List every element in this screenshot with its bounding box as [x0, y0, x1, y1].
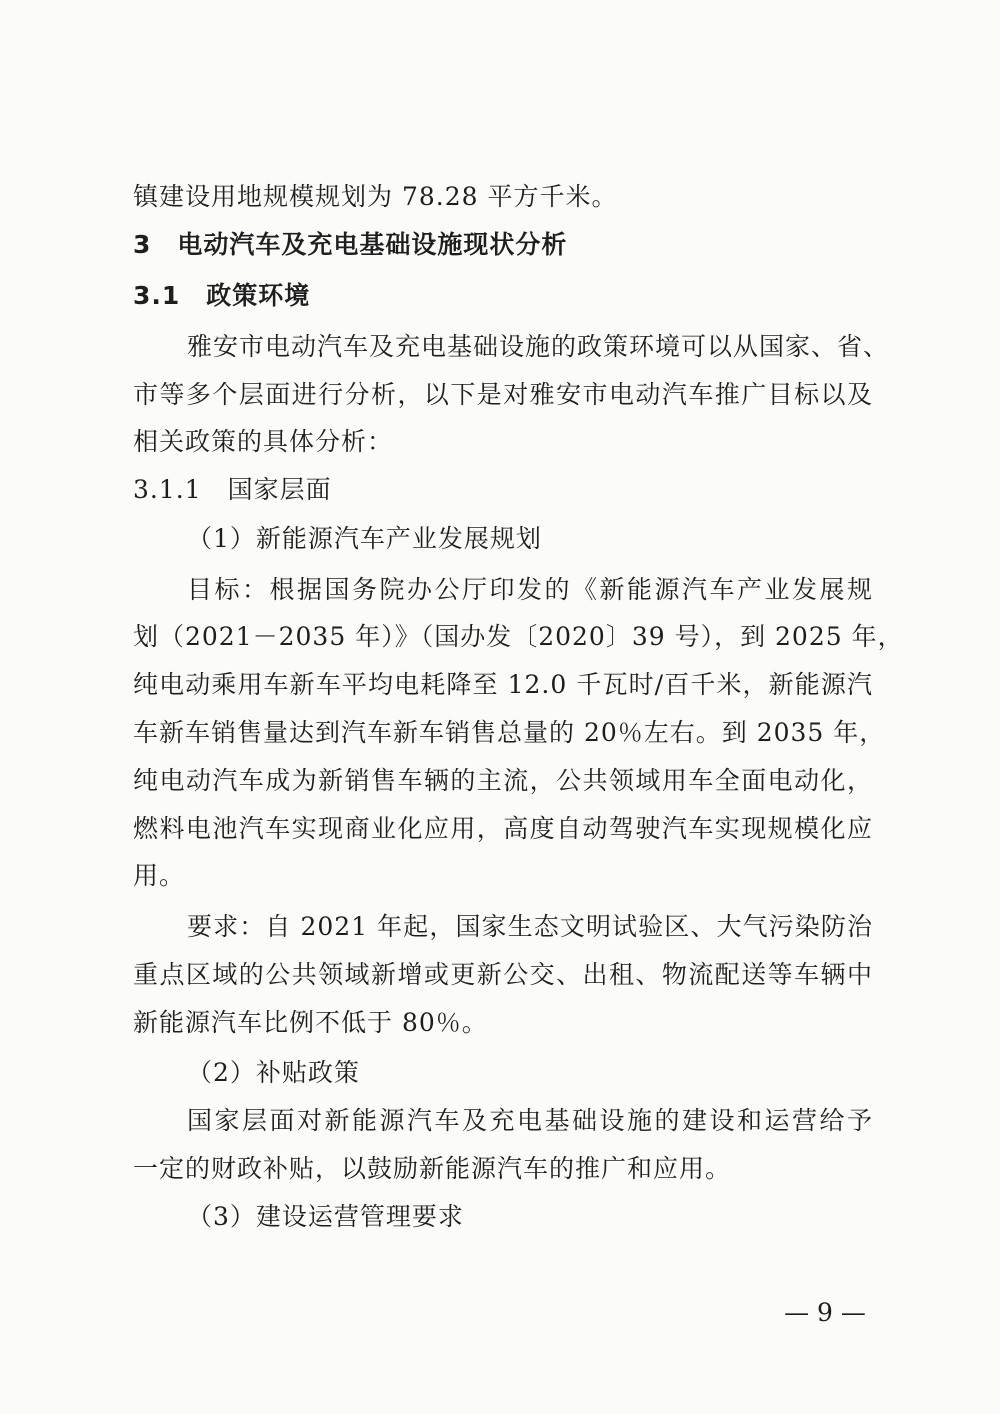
body-line: 雅安市电动汽车及充电基础设施的政策环境可以从国家、省、 — [187, 332, 890, 361]
body-line: 要求：自 2021 年起，国家生态文明试验区、大气污染防治 — [187, 912, 873, 941]
subsection-heading-3-1-1: 3.1.1 国家层面 — [133, 475, 332, 504]
body-line: 相关政策的具体分析： — [133, 427, 394, 456]
body-line: 用。 — [133, 861, 186, 890]
body-line: 重点区域的公共领域新增或更新公交、出租、物流配送等车辆中 — [133, 960, 873, 989]
body-line: 国家层面对新能源汽车及充电基础设施的建设和运营给予 — [187, 1106, 873, 1135]
body-line: 市等多个层面进行分析，以下是对雅安市电动汽车推广目标以及 — [133, 380, 873, 409]
body-line: 一定的财政补贴，以鼓励新能源汽车的推广和应用。 — [133, 1154, 732, 1183]
page-number: — 9 — — [784, 1298, 866, 1327]
body-line: 镇建设用地规模规划为 78.28 平方千米。 — [133, 182, 618, 211]
item-heading-1: （1）新能源汽车产业发展规划 — [187, 524, 542, 553]
body-line: 纯电动汽车成为新销售车辆的主流，公共领域用车全面电动化， — [133, 766, 873, 795]
item-heading-2: （2）补贴政策 — [187, 1058, 360, 1087]
item-heading-3: （3）建设运营管理要求 — [187, 1202, 464, 1231]
body-line: 燃料电池汽车实现商业化应用，高度自动驾驶汽车实现规模化应 — [133, 814, 873, 843]
section-heading-3-1: 3.1 政策环境 — [133, 281, 311, 310]
body-line: 目标：根据国务院办公厅印发的《新能源汽车产业发展规 — [187, 575, 873, 604]
body-line: 纯电动乘用车新车平均电耗降至 12.0 千瓦时/百千米，新能源汽 — [133, 670, 873, 699]
body-line: 新能源汽车比例不低于 80％。 — [133, 1008, 488, 1037]
body-line: 车新车销售量达到汽车新车销售总量的 20％左右。到 2035 年， — [133, 718, 886, 747]
section-heading-3: 3 电动汽车及充电基础设施现状分析 — [133, 230, 568, 259]
body-line: 划（2021－2035 年）》（国办发〔2020〕39 号），到 2025 年， — [133, 622, 904, 651]
